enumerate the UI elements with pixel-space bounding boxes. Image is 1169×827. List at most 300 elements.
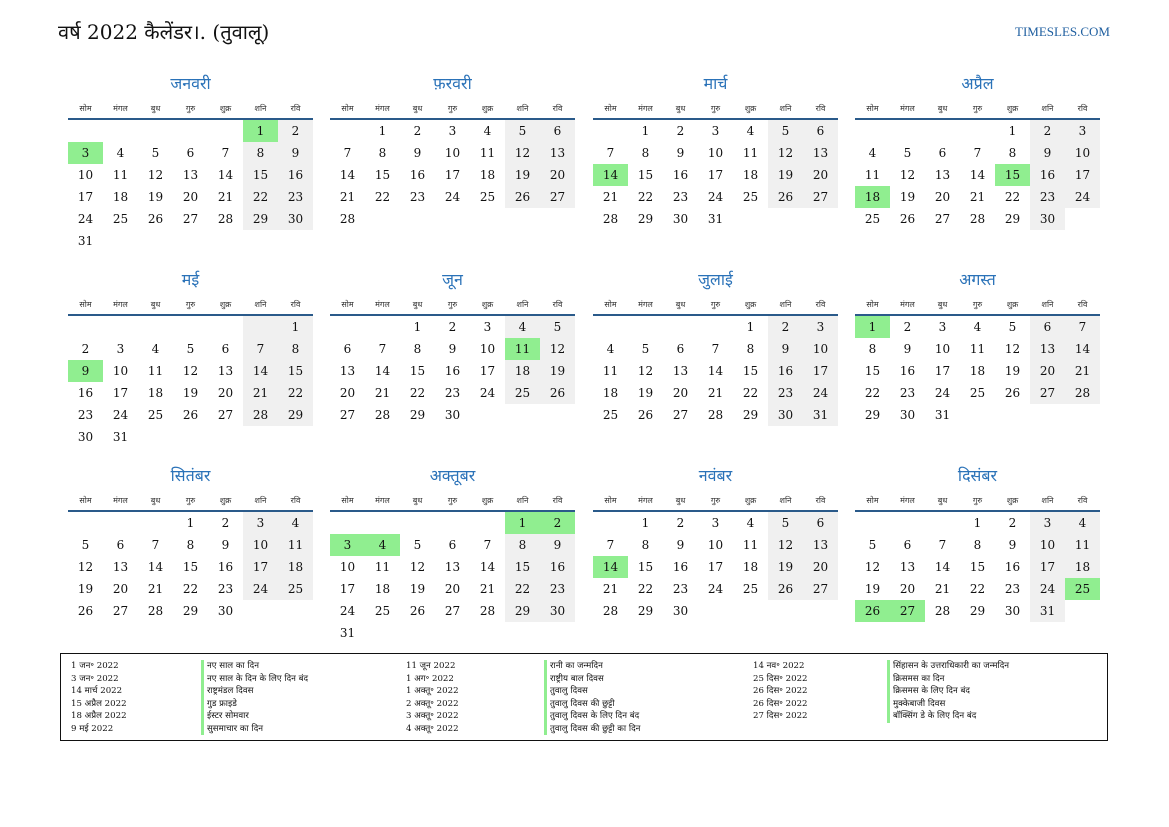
day-cell: 6 bbox=[540, 120, 575, 142]
day-cell: 16 bbox=[899, 364, 916, 378]
day-cell: 31 bbox=[339, 626, 356, 640]
week-row bbox=[855, 512, 1100, 534]
empty-cell bbox=[540, 404, 575, 426]
day-cell: 19 bbox=[182, 386, 199, 400]
weekday-header bbox=[593, 103, 838, 117]
empty-cell bbox=[138, 230, 173, 252]
empty-cell bbox=[103, 120, 138, 142]
day-cell: 19 bbox=[1004, 364, 1021, 378]
weekday-label: शनि bbox=[779, 300, 792, 309]
empty-cell bbox=[733, 208, 768, 230]
empty-cell bbox=[330, 120, 365, 142]
day-cell: 28 bbox=[934, 604, 951, 618]
site-link[interactable]: TIMESLES.COM bbox=[1015, 24, 1110, 39]
week-row bbox=[593, 142, 838, 164]
week-row bbox=[593, 186, 838, 208]
day-cell: 13 bbox=[934, 168, 951, 182]
day-cell: 5 bbox=[1008, 320, 1017, 334]
day-cell: 3 bbox=[1030, 512, 1065, 534]
month-name: अगस्त bbox=[959, 270, 996, 289]
day-cell: 22 bbox=[969, 582, 986, 596]
weekday-label: सोम bbox=[866, 300, 879, 309]
week-row bbox=[68, 600, 313, 622]
month-block bbox=[593, 72, 838, 252]
day-cell: 4 bbox=[746, 516, 755, 530]
day-cell: 16 bbox=[1030, 164, 1065, 186]
weekday-header bbox=[855, 495, 1100, 509]
day-cell: 17 bbox=[934, 364, 951, 378]
empty-cell bbox=[505, 404, 540, 426]
day-cell: 19 bbox=[505, 164, 540, 186]
day-cell: 26 bbox=[147, 212, 164, 226]
weekday-label: मंगल bbox=[113, 300, 128, 309]
day-cell: 8 bbox=[378, 146, 387, 160]
week-row bbox=[330, 120, 575, 142]
empty-cell bbox=[278, 600, 313, 622]
empty-cell bbox=[435, 622, 470, 644]
day-cell: 9 bbox=[413, 146, 422, 160]
legend-date: 9 मई 2022 bbox=[71, 723, 114, 734]
week-row bbox=[330, 338, 575, 360]
day-cell: 24 bbox=[243, 578, 278, 600]
weekday-label: बुध bbox=[412, 104, 423, 113]
day-cell: 20 bbox=[217, 386, 234, 400]
weekday-label: सोम bbox=[604, 300, 617, 309]
day-cell: 30 bbox=[899, 408, 916, 422]
week-row bbox=[855, 600, 1100, 622]
day-cell: 20 bbox=[182, 190, 199, 204]
day-cell: 1 bbox=[855, 316, 890, 338]
empty-cell bbox=[470, 622, 505, 644]
day-cell: 1 bbox=[641, 124, 650, 138]
day-cell: 18 bbox=[855, 186, 890, 208]
day-cell: 1 bbox=[505, 512, 540, 534]
days-grid bbox=[330, 512, 575, 644]
day-cell: 5 bbox=[768, 512, 803, 534]
week-row bbox=[330, 208, 575, 230]
week-row bbox=[855, 142, 1100, 164]
day-cell: 6 bbox=[803, 120, 838, 142]
day-cell: 22 bbox=[374, 190, 391, 204]
days-grid bbox=[855, 512, 1100, 622]
legend-date: 2 अक्तू॰ 2022 bbox=[406, 698, 459, 709]
day-cell: 26 bbox=[182, 408, 199, 422]
month-block bbox=[330, 464, 575, 644]
day-cell: 13 bbox=[672, 364, 689, 378]
empty-cell bbox=[138, 316, 173, 338]
month-block bbox=[855, 268, 1100, 448]
empty-cell bbox=[733, 600, 768, 622]
legend-date: 15 अप्रैल 2022 bbox=[71, 698, 127, 709]
day-cell: 2 bbox=[81, 342, 90, 356]
legend-date: 26 दिस॰ 2022 bbox=[753, 698, 808, 709]
day-cell: 27 bbox=[672, 408, 689, 422]
week-row bbox=[855, 382, 1100, 404]
day-cell: 28 bbox=[147, 604, 164, 618]
week-row bbox=[855, 186, 1100, 208]
weekday-label: मंगल bbox=[375, 300, 390, 309]
day-cell: 3 bbox=[711, 124, 720, 138]
day-cell: 2 bbox=[278, 120, 313, 142]
week-row bbox=[855, 338, 1100, 360]
weekday-label: गुरु bbox=[447, 300, 458, 309]
weekday-label: सोम bbox=[79, 300, 92, 309]
day-cell: 27 bbox=[182, 212, 199, 226]
day-cell: 28 bbox=[969, 212, 986, 226]
day-cell: 4 bbox=[483, 124, 492, 138]
month-block bbox=[593, 268, 838, 448]
day-cell: 27 bbox=[540, 186, 575, 208]
day-cell: 19 bbox=[540, 360, 575, 382]
day-cell: 30 bbox=[540, 600, 575, 622]
day-cell: 16 bbox=[217, 560, 234, 574]
day-cell: 11 bbox=[147, 364, 164, 378]
day-cell: 14 bbox=[217, 168, 234, 182]
day-cell: 17 bbox=[1030, 556, 1065, 578]
weekday-label: शुक्र bbox=[1006, 300, 1019, 309]
empty-cell bbox=[435, 512, 470, 534]
day-cell: 25 bbox=[742, 190, 759, 204]
day-cell: 8 bbox=[641, 538, 650, 552]
legend-dates-column bbox=[71, 660, 127, 735]
day-cell: 17 bbox=[112, 386, 129, 400]
weekday-label: शनि bbox=[779, 104, 792, 113]
day-cell: 18 bbox=[505, 360, 540, 382]
weekday-label: रवि bbox=[290, 104, 301, 113]
day-cell: 18 bbox=[479, 168, 496, 182]
weekday-label: शनि bbox=[516, 104, 529, 113]
day-cell: 20 bbox=[934, 190, 951, 204]
day-cell: 4 bbox=[116, 146, 125, 160]
day-cell: 12 bbox=[505, 142, 540, 164]
day-cell: 16 bbox=[540, 556, 575, 578]
month-block bbox=[593, 464, 838, 644]
day-cell: 27 bbox=[339, 408, 356, 422]
week-row bbox=[330, 512, 575, 534]
day-cell: 4 bbox=[151, 342, 160, 356]
day-cell: 12 bbox=[147, 168, 164, 182]
day-cell: 8 bbox=[186, 538, 195, 552]
week-row bbox=[68, 512, 313, 534]
day-cell: 31 bbox=[1030, 600, 1065, 622]
day-cell: 29 bbox=[278, 404, 313, 426]
weekday-label: शनि bbox=[254, 104, 267, 113]
day-cell: 8 bbox=[505, 534, 540, 556]
legend-holiday-name: ईस्टर सोमवार bbox=[201, 710, 308, 723]
day-cell: 26 bbox=[77, 604, 94, 618]
weekday-label: बुध bbox=[937, 104, 948, 113]
day-cell: 8 bbox=[243, 142, 278, 164]
day-cell: 23 bbox=[899, 386, 916, 400]
day-cell: 1 bbox=[413, 320, 422, 334]
day-cell: 10 bbox=[707, 538, 724, 552]
empty-cell bbox=[1065, 208, 1100, 230]
empty-cell bbox=[803, 208, 838, 230]
day-cell: 21 bbox=[1065, 360, 1100, 382]
day-cell: 26 bbox=[855, 600, 890, 622]
empty-cell bbox=[593, 512, 628, 534]
day-cell: 17 bbox=[339, 582, 356, 596]
weekday-label: सोम bbox=[79, 496, 92, 505]
day-cell: 6 bbox=[221, 342, 230, 356]
day-cell: 16 bbox=[1004, 560, 1021, 574]
day-cell: 5 bbox=[413, 538, 422, 552]
day-cell: 30 bbox=[672, 212, 689, 226]
day-cell: 17 bbox=[707, 560, 724, 574]
weekday-label: बुध bbox=[150, 104, 161, 113]
day-cell: 16 bbox=[672, 168, 689, 182]
day-cell: 9 bbox=[903, 342, 912, 356]
day-cell: 27 bbox=[803, 186, 838, 208]
day-cell: 15 bbox=[505, 556, 540, 578]
day-cell: 9 bbox=[221, 538, 230, 552]
day-cell: 26 bbox=[505, 186, 540, 208]
day-cell: 23 bbox=[672, 190, 689, 204]
day-cell: 30 bbox=[768, 404, 803, 426]
day-cell: 13 bbox=[1030, 338, 1065, 360]
day-cell: 19 bbox=[147, 190, 164, 204]
day-cell: 24 bbox=[934, 386, 951, 400]
weekday-label: शुक्र bbox=[481, 300, 494, 309]
month-block bbox=[330, 268, 575, 448]
day-cell: 15 bbox=[969, 560, 986, 574]
day-cell: 26 bbox=[768, 578, 803, 600]
day-cell: 27 bbox=[934, 212, 951, 226]
day-cell: 31 bbox=[112, 430, 129, 444]
weekday-header bbox=[68, 103, 313, 117]
weekday-label: मंगल bbox=[113, 496, 128, 505]
day-cell: 24 bbox=[77, 212, 94, 226]
week-row bbox=[593, 120, 838, 142]
day-cell: 26 bbox=[1004, 386, 1021, 400]
month-name: सितंबर bbox=[170, 466, 211, 485]
day-cell: 18 bbox=[278, 556, 313, 578]
days-grid bbox=[593, 120, 838, 230]
weekday-header bbox=[855, 103, 1100, 117]
weekday-label: बुध bbox=[675, 496, 686, 505]
day-cell: 20 bbox=[540, 164, 575, 186]
days-grid bbox=[330, 120, 575, 230]
days-grid bbox=[593, 316, 838, 426]
month-name: जून bbox=[442, 270, 463, 289]
week-row bbox=[593, 600, 838, 622]
empty-cell bbox=[663, 316, 698, 338]
day-cell: 20 bbox=[339, 386, 356, 400]
week-row bbox=[855, 556, 1100, 578]
weekday-label: रवि bbox=[1077, 300, 1088, 309]
weekday-label: रवि bbox=[290, 300, 301, 309]
weekday-label: सोम bbox=[341, 300, 354, 309]
day-cell: 7 bbox=[243, 338, 278, 360]
day-cell: 21 bbox=[339, 190, 356, 204]
weekday-label: शनि bbox=[1041, 496, 1054, 505]
day-cell: 15 bbox=[278, 360, 313, 382]
empty-cell bbox=[278, 426, 313, 448]
weekday-label: सोम bbox=[604, 496, 617, 505]
day-cell: 17 bbox=[803, 360, 838, 382]
week-row bbox=[855, 120, 1100, 142]
week-row bbox=[593, 360, 838, 382]
day-cell: 19 bbox=[77, 582, 94, 596]
week-row bbox=[68, 426, 313, 448]
day-cell: 5 bbox=[186, 342, 195, 356]
legend-holiday-name: क्रिसमस का दिन bbox=[887, 673, 1009, 686]
day-cell: 24 bbox=[479, 386, 496, 400]
weekday-label: सोम bbox=[866, 104, 879, 113]
day-cell: 11 bbox=[278, 534, 313, 556]
weekday-label: गुरु bbox=[972, 496, 983, 505]
day-cell: 31 bbox=[803, 404, 838, 426]
day-cell: 12 bbox=[540, 338, 575, 360]
day-cell: 28 bbox=[602, 604, 619, 618]
day-cell: 25 bbox=[1065, 578, 1100, 600]
legend-date: 1 अक्तू॰ 2022 bbox=[406, 686, 459, 696]
week-row bbox=[68, 534, 313, 556]
week-row bbox=[593, 382, 838, 404]
weekday-label: शुक्र bbox=[744, 496, 757, 505]
day-cell: 18 bbox=[147, 386, 164, 400]
empty-cell bbox=[173, 230, 208, 252]
empty-cell bbox=[138, 512, 173, 534]
day-cell: 9 bbox=[278, 142, 313, 164]
day-cell: 30 bbox=[444, 408, 461, 422]
day-cell: 14 bbox=[1065, 338, 1100, 360]
weekday-header bbox=[68, 299, 313, 313]
day-cell: 28 bbox=[479, 604, 496, 618]
weekday-label: सोम bbox=[866, 496, 879, 505]
day-cell: 20 bbox=[899, 582, 916, 596]
week-row bbox=[593, 208, 838, 230]
day-cell: 6 bbox=[116, 538, 125, 552]
weekday-label: सोम bbox=[79, 104, 92, 113]
day-cell: 21 bbox=[147, 582, 164, 596]
week-row bbox=[68, 382, 313, 404]
legend-holiday-name: क्रिसमस के लिए दिन बंद bbox=[887, 685, 1009, 698]
legend-holiday-name: नए साल के दिन के लिए दिन बंद bbox=[201, 673, 308, 686]
empty-cell bbox=[68, 512, 103, 534]
day-cell: 28 bbox=[339, 212, 356, 226]
day-cell: 10 bbox=[339, 560, 356, 574]
day-cell: 13 bbox=[540, 142, 575, 164]
day-cell: 7 bbox=[973, 146, 982, 160]
day-cell: 9 bbox=[676, 538, 685, 552]
day-cell: 29 bbox=[969, 604, 986, 618]
week-row bbox=[855, 316, 1100, 338]
day-cell: 18 bbox=[742, 168, 759, 182]
day-cell: 6 bbox=[186, 146, 195, 160]
empty-cell bbox=[855, 120, 890, 142]
legend-date: 18 अप्रैल 2022 bbox=[71, 711, 127, 721]
day-cell: 10 bbox=[1030, 534, 1065, 556]
day-cell: 22 bbox=[182, 582, 199, 596]
day-cell: 22 bbox=[243, 186, 278, 208]
day-cell: 28 bbox=[602, 212, 619, 226]
day-cell: 25 bbox=[374, 604, 391, 618]
day-cell: 23 bbox=[278, 186, 313, 208]
day-cell: 28 bbox=[217, 212, 234, 226]
weekday-label: रवि bbox=[1077, 104, 1088, 113]
weekday-label: बुध bbox=[675, 300, 686, 309]
month-name: अक्तूबर bbox=[429, 466, 476, 485]
day-cell: 22 bbox=[742, 386, 759, 400]
day-cell: 6 bbox=[1030, 316, 1065, 338]
day-cell: 14 bbox=[374, 364, 391, 378]
day-cell: 1 bbox=[243, 120, 278, 142]
weekday-label: शनि bbox=[516, 300, 529, 309]
day-cell: 10 bbox=[112, 364, 129, 378]
day-cell: 21 bbox=[969, 190, 986, 204]
legend-date: 14 नव॰ 2022 bbox=[753, 661, 805, 671]
weekday-label: मंगल bbox=[113, 104, 128, 113]
weekday-label: रवि bbox=[815, 496, 826, 505]
days-grid bbox=[68, 120, 313, 252]
week-row bbox=[68, 338, 313, 360]
day-cell: 7 bbox=[151, 538, 160, 552]
day-cell: 9 bbox=[1030, 142, 1065, 164]
empty-cell bbox=[400, 622, 435, 644]
day-cell: 9 bbox=[676, 146, 685, 160]
day-cell: 20 bbox=[803, 556, 838, 578]
empty-cell bbox=[173, 120, 208, 142]
day-cell: 29 bbox=[637, 212, 654, 226]
day-cell: 3 bbox=[330, 534, 365, 556]
month-name: फ़रवरी bbox=[433, 74, 472, 93]
day-cell: 17 bbox=[77, 190, 94, 204]
day-cell: 13 bbox=[803, 534, 838, 556]
day-cell: 5 bbox=[540, 316, 575, 338]
week-row bbox=[593, 578, 838, 600]
day-cell: 3 bbox=[803, 316, 838, 338]
weekday-label: गुरु bbox=[185, 104, 196, 113]
day-cell: 7 bbox=[221, 146, 230, 160]
day-cell: 26 bbox=[899, 212, 916, 226]
weekday-label: शनि bbox=[1041, 300, 1054, 309]
day-cell: 26 bbox=[540, 382, 575, 404]
weekday-label: मंगल bbox=[638, 104, 653, 113]
day-cell: 4 bbox=[1065, 512, 1100, 534]
empty-cell bbox=[855, 512, 890, 534]
day-cell: 25 bbox=[969, 386, 986, 400]
weekday-header bbox=[593, 299, 838, 313]
weekday-header bbox=[330, 495, 575, 509]
day-cell: 18 bbox=[1065, 556, 1100, 578]
empty-cell bbox=[208, 316, 243, 338]
day-cell: 28 bbox=[374, 408, 391, 422]
day-cell: 9 bbox=[540, 534, 575, 556]
day-cell: 8 bbox=[868, 342, 877, 356]
week-row bbox=[593, 556, 838, 578]
day-cell: 24 bbox=[1030, 578, 1065, 600]
day-cell: 22 bbox=[637, 190, 654, 204]
day-cell: 7 bbox=[938, 538, 947, 552]
day-cell: 26 bbox=[768, 186, 803, 208]
day-cell: 20 bbox=[112, 582, 129, 596]
day-cell: 21 bbox=[243, 382, 278, 404]
week-row bbox=[68, 316, 313, 338]
day-cell: 14 bbox=[934, 560, 951, 574]
day-cell: 21 bbox=[707, 386, 724, 400]
day-cell: 6 bbox=[803, 512, 838, 534]
day-cell: 15 bbox=[637, 560, 654, 574]
week-row bbox=[593, 512, 838, 534]
day-cell: 11 bbox=[112, 168, 129, 182]
day-cell: 5 bbox=[151, 146, 160, 160]
day-cell: 20 bbox=[803, 164, 838, 186]
empty-cell bbox=[208, 120, 243, 142]
weekday-label: शनि bbox=[1041, 104, 1054, 113]
empty-cell bbox=[138, 426, 173, 448]
day-cell: 14 bbox=[593, 164, 628, 186]
